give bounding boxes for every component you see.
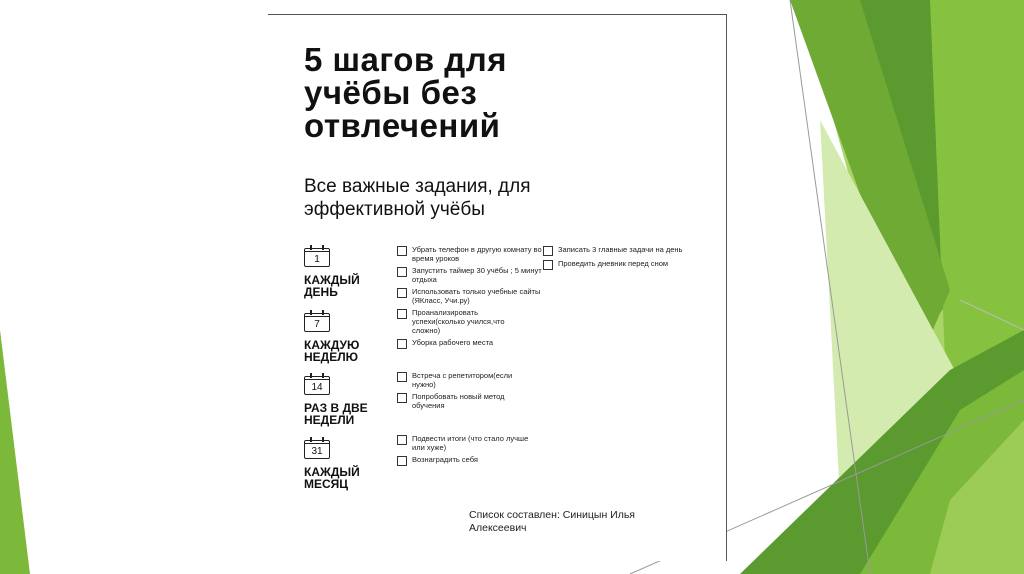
calendar-day-number: 7 xyxy=(314,319,320,330)
task-text: Подвести итоги (что стало лучше или хуже) xyxy=(412,434,529,452)
subtitle-line: Все важные задания, для xyxy=(304,176,531,197)
title-line: отвлечений xyxy=(304,107,501,144)
task-text: Проанализировать успехи(сколько учился,что сложно) xyxy=(412,308,505,335)
period-label: КАЖДУЮ НЕДЕЛЮ xyxy=(304,338,360,364)
checkbox[interactable] xyxy=(397,456,407,466)
checklist-item xyxy=(543,245,693,256)
period-daily xyxy=(304,248,386,298)
task-text: Использовать только учебные сайты (ЯКласс, Учи.ру) xyxy=(412,287,541,305)
title-line: учёбы без xyxy=(304,74,478,111)
calendar-day-number: 31 xyxy=(311,446,323,457)
calendar-day-number: 1 xyxy=(314,254,320,265)
checkbox[interactable] xyxy=(543,246,553,256)
checkbox[interactable] xyxy=(543,260,553,270)
left-green-strip xyxy=(0,330,30,574)
checkbox[interactable] xyxy=(397,288,407,298)
checkbox[interactable] xyxy=(397,246,407,256)
document-page xyxy=(268,14,727,561)
period-monthly xyxy=(304,440,386,490)
subtitle-line: эффективной учёбы xyxy=(304,199,485,220)
calendar-icon xyxy=(304,248,330,267)
task-text: Встреча с репетитором(если нужно) xyxy=(412,371,513,389)
period-biweekly xyxy=(304,376,386,426)
document-subtitle xyxy=(304,175,531,221)
checkbox[interactable] xyxy=(397,267,407,277)
task-text: Запустить таймер 30 учёбы ; 5 минут отдыха xyxy=(412,266,542,284)
document-title xyxy=(304,43,507,142)
checklist-item xyxy=(397,308,517,335)
task-list-daily-left xyxy=(397,245,543,308)
checklist-item xyxy=(397,266,543,284)
task-list-weekly xyxy=(397,308,517,352)
task-text: Записать 3 главные задачи на день xyxy=(558,245,683,254)
checklist-item xyxy=(397,371,527,389)
task-text: Вознаградить себя xyxy=(412,455,478,464)
task-text: Проведить дневник перед сном xyxy=(558,259,669,268)
checkbox[interactable] xyxy=(397,339,407,349)
checklist-item xyxy=(397,245,543,263)
calendar-day-number: 14 xyxy=(311,382,323,393)
task-text: Уборка рабочего места xyxy=(412,338,494,347)
task-list-daily-right xyxy=(543,245,693,273)
calendar-icon xyxy=(304,440,330,459)
checkbox[interactable] xyxy=(397,372,407,382)
checklist-item xyxy=(397,338,517,349)
checklist-item xyxy=(543,259,693,270)
period-label: КАЖДЫЙ МЕСЯЦ xyxy=(304,465,360,491)
period-weekly xyxy=(304,313,386,363)
checkbox[interactable] xyxy=(397,309,407,319)
author-credit: Список составлен: Синицын Илья Алексеевич xyxy=(469,509,635,534)
title-line: 5 шагов для xyxy=(304,41,507,78)
period-label: КАЖДЫЙ ДЕНЬ xyxy=(304,273,360,299)
period-label: РАЗ В ДВЕ НЕДЕЛИ xyxy=(304,401,368,427)
calendar-icon xyxy=(304,376,330,395)
task-list-biweekly xyxy=(397,371,527,413)
checklist-item xyxy=(397,434,542,452)
task-text: Убрать телефон в другую комнату во время уроков xyxy=(412,245,542,263)
checklist-item xyxy=(397,287,543,305)
task-list-monthly xyxy=(397,434,542,469)
calendar-icon xyxy=(304,313,330,332)
task-text: Попробовать новый метод обучения xyxy=(412,392,505,410)
checklist-item xyxy=(397,455,542,466)
checkbox[interactable] xyxy=(397,393,407,403)
checklist-item xyxy=(397,392,527,410)
checkbox[interactable] xyxy=(397,435,407,445)
